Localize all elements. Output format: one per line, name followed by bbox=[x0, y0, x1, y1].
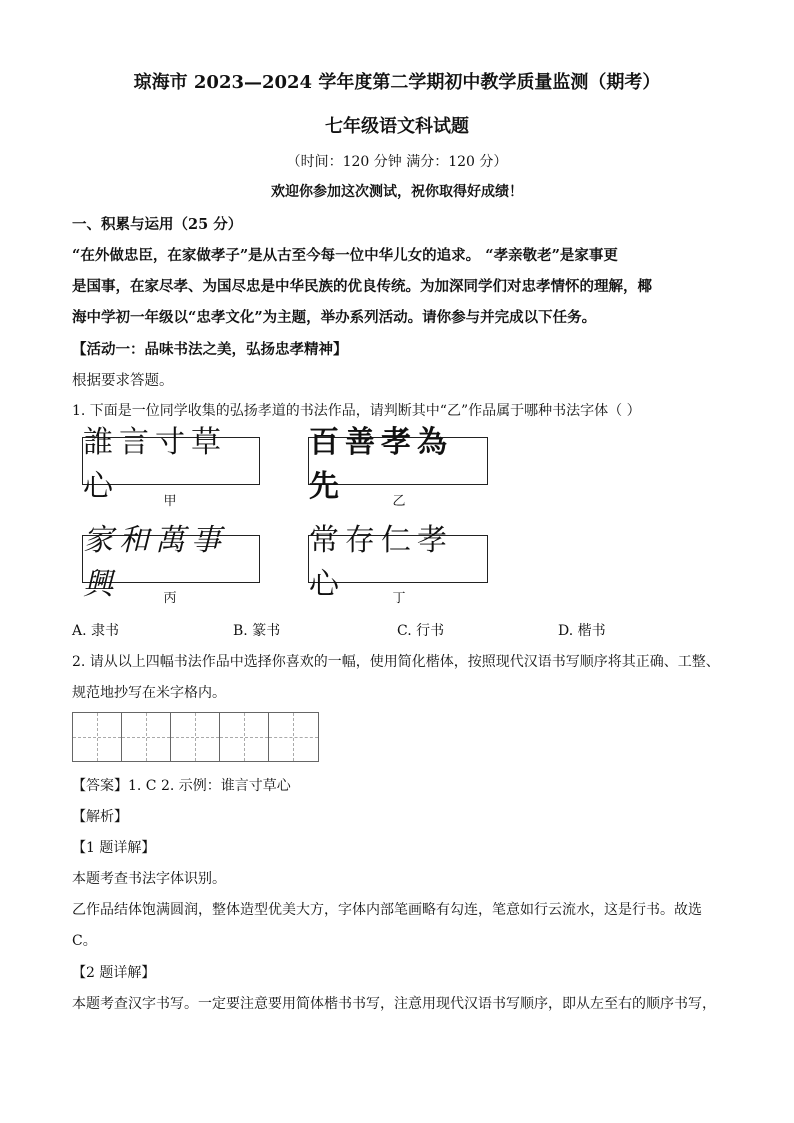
calligraphy-chars: 家和萬事興 bbox=[83, 523, 227, 602]
grid-cell[interactable] bbox=[73, 713, 122, 761]
calligraphy-work-yi bbox=[308, 425, 488, 504]
option-b: B. 篆书 bbox=[233, 623, 281, 639]
exam-title: 琼海市 2023—2024 学年度第二学期初中教学质量监测（期考） bbox=[133, 72, 661, 93]
calligraphy-work-ding bbox=[308, 523, 488, 602]
answer-line bbox=[72, 775, 291, 795]
section-heading: 一、积累与运用（25 分） bbox=[72, 216, 243, 233]
writing-grid[interactable] bbox=[72, 712, 319, 762]
option-c: C. 行书 bbox=[397, 623, 445, 639]
question-2-line-2: 规范地抄写在米字格内。 bbox=[72, 685, 226, 701]
grid-cell[interactable] bbox=[122, 713, 171, 761]
grid-cell[interactable] bbox=[171, 713, 220, 761]
activity-heading: 【活动一：品味书法之美，弘扬忠孝精神】 bbox=[72, 341, 348, 358]
instruction-text: 根据要求答题。 bbox=[72, 373, 174, 389]
option-d: D. 楷书 bbox=[558, 623, 606, 639]
calligraphy-work-bing bbox=[82, 523, 260, 602]
detail-2-line-1: 本题考查汉字书写。一定要注意要用简体楷书书写，注意用现代汉语书写顺序，即从左至右的顺序书写， bbox=[72, 996, 716, 1012]
detail-2-tag: 【2 题详解】 bbox=[72, 965, 156, 981]
grid-cell[interactable] bbox=[269, 713, 318, 761]
welcome-text: 欢迎你参加这次测试，祝你取得好成绩！ bbox=[271, 184, 523, 200]
intro-line-2: 是国事，在家尽孝、为国尽忠是中华民族的优良传统。为加深同学们对忠孝情怀的理解，椰 bbox=[72, 278, 652, 295]
calligraphy-chars: 百善孝為先 bbox=[309, 425, 453, 504]
detail-1-line-1: 本题考查书法字体识别。 bbox=[72, 871, 226, 887]
caption-ding: 丁 bbox=[392, 591, 406, 606]
grid-cell[interactable] bbox=[220, 713, 269, 761]
calligraphy-chars: 誰言寸草心 bbox=[83, 425, 227, 504]
question-2-line-1: 2. 请从以上四幅书法作品中选择你喜欢的一幅，使用简化楷体，按照现代汉语书写顺序将其正确、工整、 bbox=[72, 654, 720, 670]
caption-yi: 乙 bbox=[392, 494, 406, 509]
calligraphy-chars: 常存仁孝心 bbox=[309, 523, 453, 602]
detail-1-line-2: 乙作品结体饱满圆润，整体造型优美大方，字体内部笔画略有勾连，笔意如行云流水，这是行书。故选 bbox=[72, 902, 702, 918]
intro-line-3: 海中学初一年级以“忠孝文化”为主题，举办系列活动。请你参与并完成以下任务。 bbox=[72, 309, 597, 326]
exam-subtitle: 七年级语文科试题 bbox=[325, 116, 469, 137]
caption-jia: 甲 bbox=[163, 494, 177, 509]
analysis-tag: 【解析】 bbox=[72, 809, 128, 825]
question-1: 1. 下面是一位同学收集的弘扬孝道的书法作品，请判断其中“乙”作品属于哪种书法字体（ ） bbox=[72, 403, 641, 419]
intro-line-1: “在外做忠臣，在家做孝子”是从古至今每一位中华儿女的追求。 “孝亲敬老”是家事更 bbox=[72, 247, 618, 264]
option-a: A. 隶书 bbox=[72, 623, 120, 639]
answer-tag: 【答案】 bbox=[72, 778, 128, 794]
answer-text: 1. C 2. 示例：谁言寸草心 bbox=[128, 778, 291, 794]
detail-1-tag: 【1 题详解】 bbox=[72, 840, 156, 856]
detail-1-line-3: C。 bbox=[72, 933, 97, 949]
caption-bing: 丙 bbox=[163, 591, 177, 606]
time-info: （时间：120 分钟 满分：120 分） bbox=[286, 154, 508, 170]
calligraphy-work-jia bbox=[82, 425, 260, 504]
